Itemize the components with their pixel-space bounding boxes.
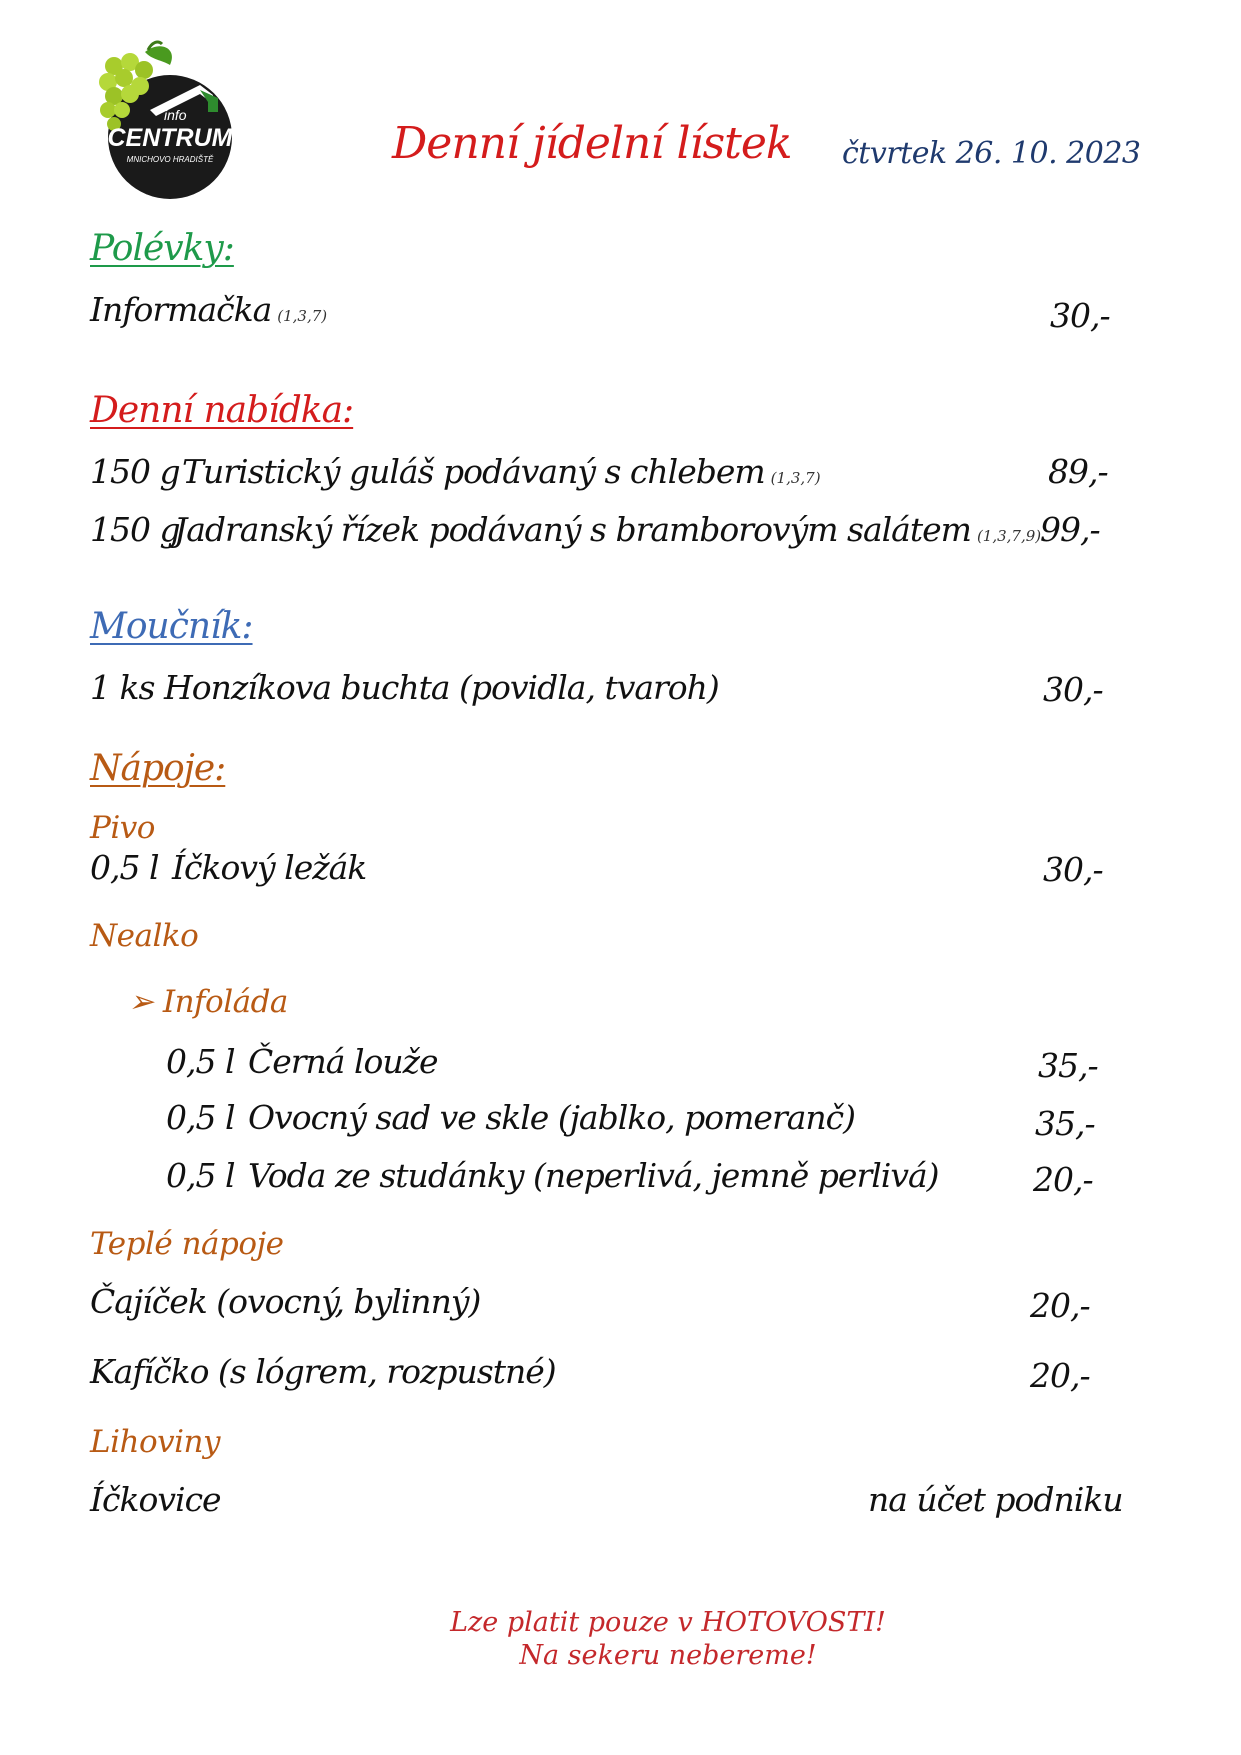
menu-item (90, 1282, 480, 1321)
item-quantity: 0,5 l (166, 1156, 235, 1195)
infocentrum-logo (90, 40, 250, 205)
item-price: 30,- (1043, 670, 1103, 709)
menu-item (90, 1480, 221, 1519)
subsection-infolada-label: Infoláda (162, 984, 288, 1020)
item-name: Černá louže (248, 1042, 438, 1081)
item-quantity: 0,5 l (90, 848, 159, 887)
menu-item (90, 510, 1041, 549)
menu-item (166, 1098, 855, 1137)
item-price: 89,- (1048, 452, 1108, 491)
menu-item (90, 848, 366, 887)
subsection-beer: Pivo (90, 810, 155, 846)
logo-centrum-text: CENTRUM (107, 124, 233, 152)
item-name: Jadranský řízek podávaný s bramborovým salátem (174, 510, 971, 549)
menu-date: čtvrtek 26. 10. 2023 (842, 136, 1141, 171)
section-heading-daily: Denní nabídka: (90, 390, 354, 431)
item-quantity: 150 g (90, 510, 180, 549)
item-name: Turistický guláš podávaný s chlebem (182, 452, 765, 491)
item-name: Informačka (90, 290, 272, 329)
item-name: Íčkovice (90, 1480, 221, 1519)
menu-item (166, 1042, 438, 1081)
item-price: 20,- (1030, 1356, 1090, 1395)
arrow-bullet-icon: ➢ (128, 984, 154, 1020)
item-name: Íčkový ležák (172, 848, 367, 887)
item-allergens: (1,3,7) (770, 469, 821, 487)
menu-item (90, 1352, 556, 1391)
logo-info-text: info (164, 107, 187, 123)
menu-item (166, 1156, 939, 1195)
menu-item (90, 452, 821, 491)
item-allergens: (1,3,7,9) (976, 527, 1042, 545)
item-name: Voda ze studánky (neperlivá, jemně perlivá) (248, 1156, 939, 1195)
payment-note-line1: Lze platit pouze v HOTOVOSTI! (450, 1607, 886, 1638)
section-heading-dessert: Moučník: (90, 606, 253, 647)
section-heading-drinks: Nápoje: (90, 748, 226, 789)
menu-item (90, 668, 719, 707)
logo-town-text: MNICHOVO HRADIŠTĚ (126, 155, 214, 164)
item-quantity: 0,5 l (166, 1098, 235, 1137)
item-price: 20,- (1030, 1286, 1090, 1325)
subsection-infolada (128, 984, 288, 1020)
item-price: 20,- (1033, 1160, 1093, 1199)
item-name: Čajíček (ovocný, bylinný) (90, 1282, 481, 1321)
subsection-hot: Teplé nápoje (90, 1226, 284, 1262)
item-quantity: 0,5 l (166, 1042, 235, 1081)
subsection-soft: Nealko (90, 918, 199, 954)
item-allergens: (1,3,7) (277, 307, 328, 325)
item-price: 35,- (1035, 1104, 1095, 1143)
item-price: na účet podniku (868, 1480, 1123, 1519)
payment-note (368, 1606, 968, 1672)
item-name: Ovocný sad ve skle (jablko, pomeranč) (248, 1098, 855, 1137)
item-price: 35,- (1038, 1046, 1098, 1085)
section-heading-soups: Polévky: (90, 228, 234, 269)
subsection-spirits: Lihoviny (90, 1424, 221, 1460)
page-title: Denní jídelní lístek (392, 118, 792, 169)
item-name: Honzíkova buchta (povidla, tvaroh) (164, 668, 719, 707)
item-quantity: 150 g (90, 452, 180, 491)
item-price: 30,- (1043, 850, 1103, 889)
payment-note-line2: Na sekeru nebereme! (519, 1640, 817, 1671)
menu-item (90, 290, 327, 329)
item-price: 99,- (1040, 510, 1100, 549)
item-quantity: 1 ks (90, 668, 155, 707)
item-price: 30,- (1050, 296, 1110, 335)
item-name: Kafíčko (s lógrem, rozpustné) (90, 1352, 556, 1391)
